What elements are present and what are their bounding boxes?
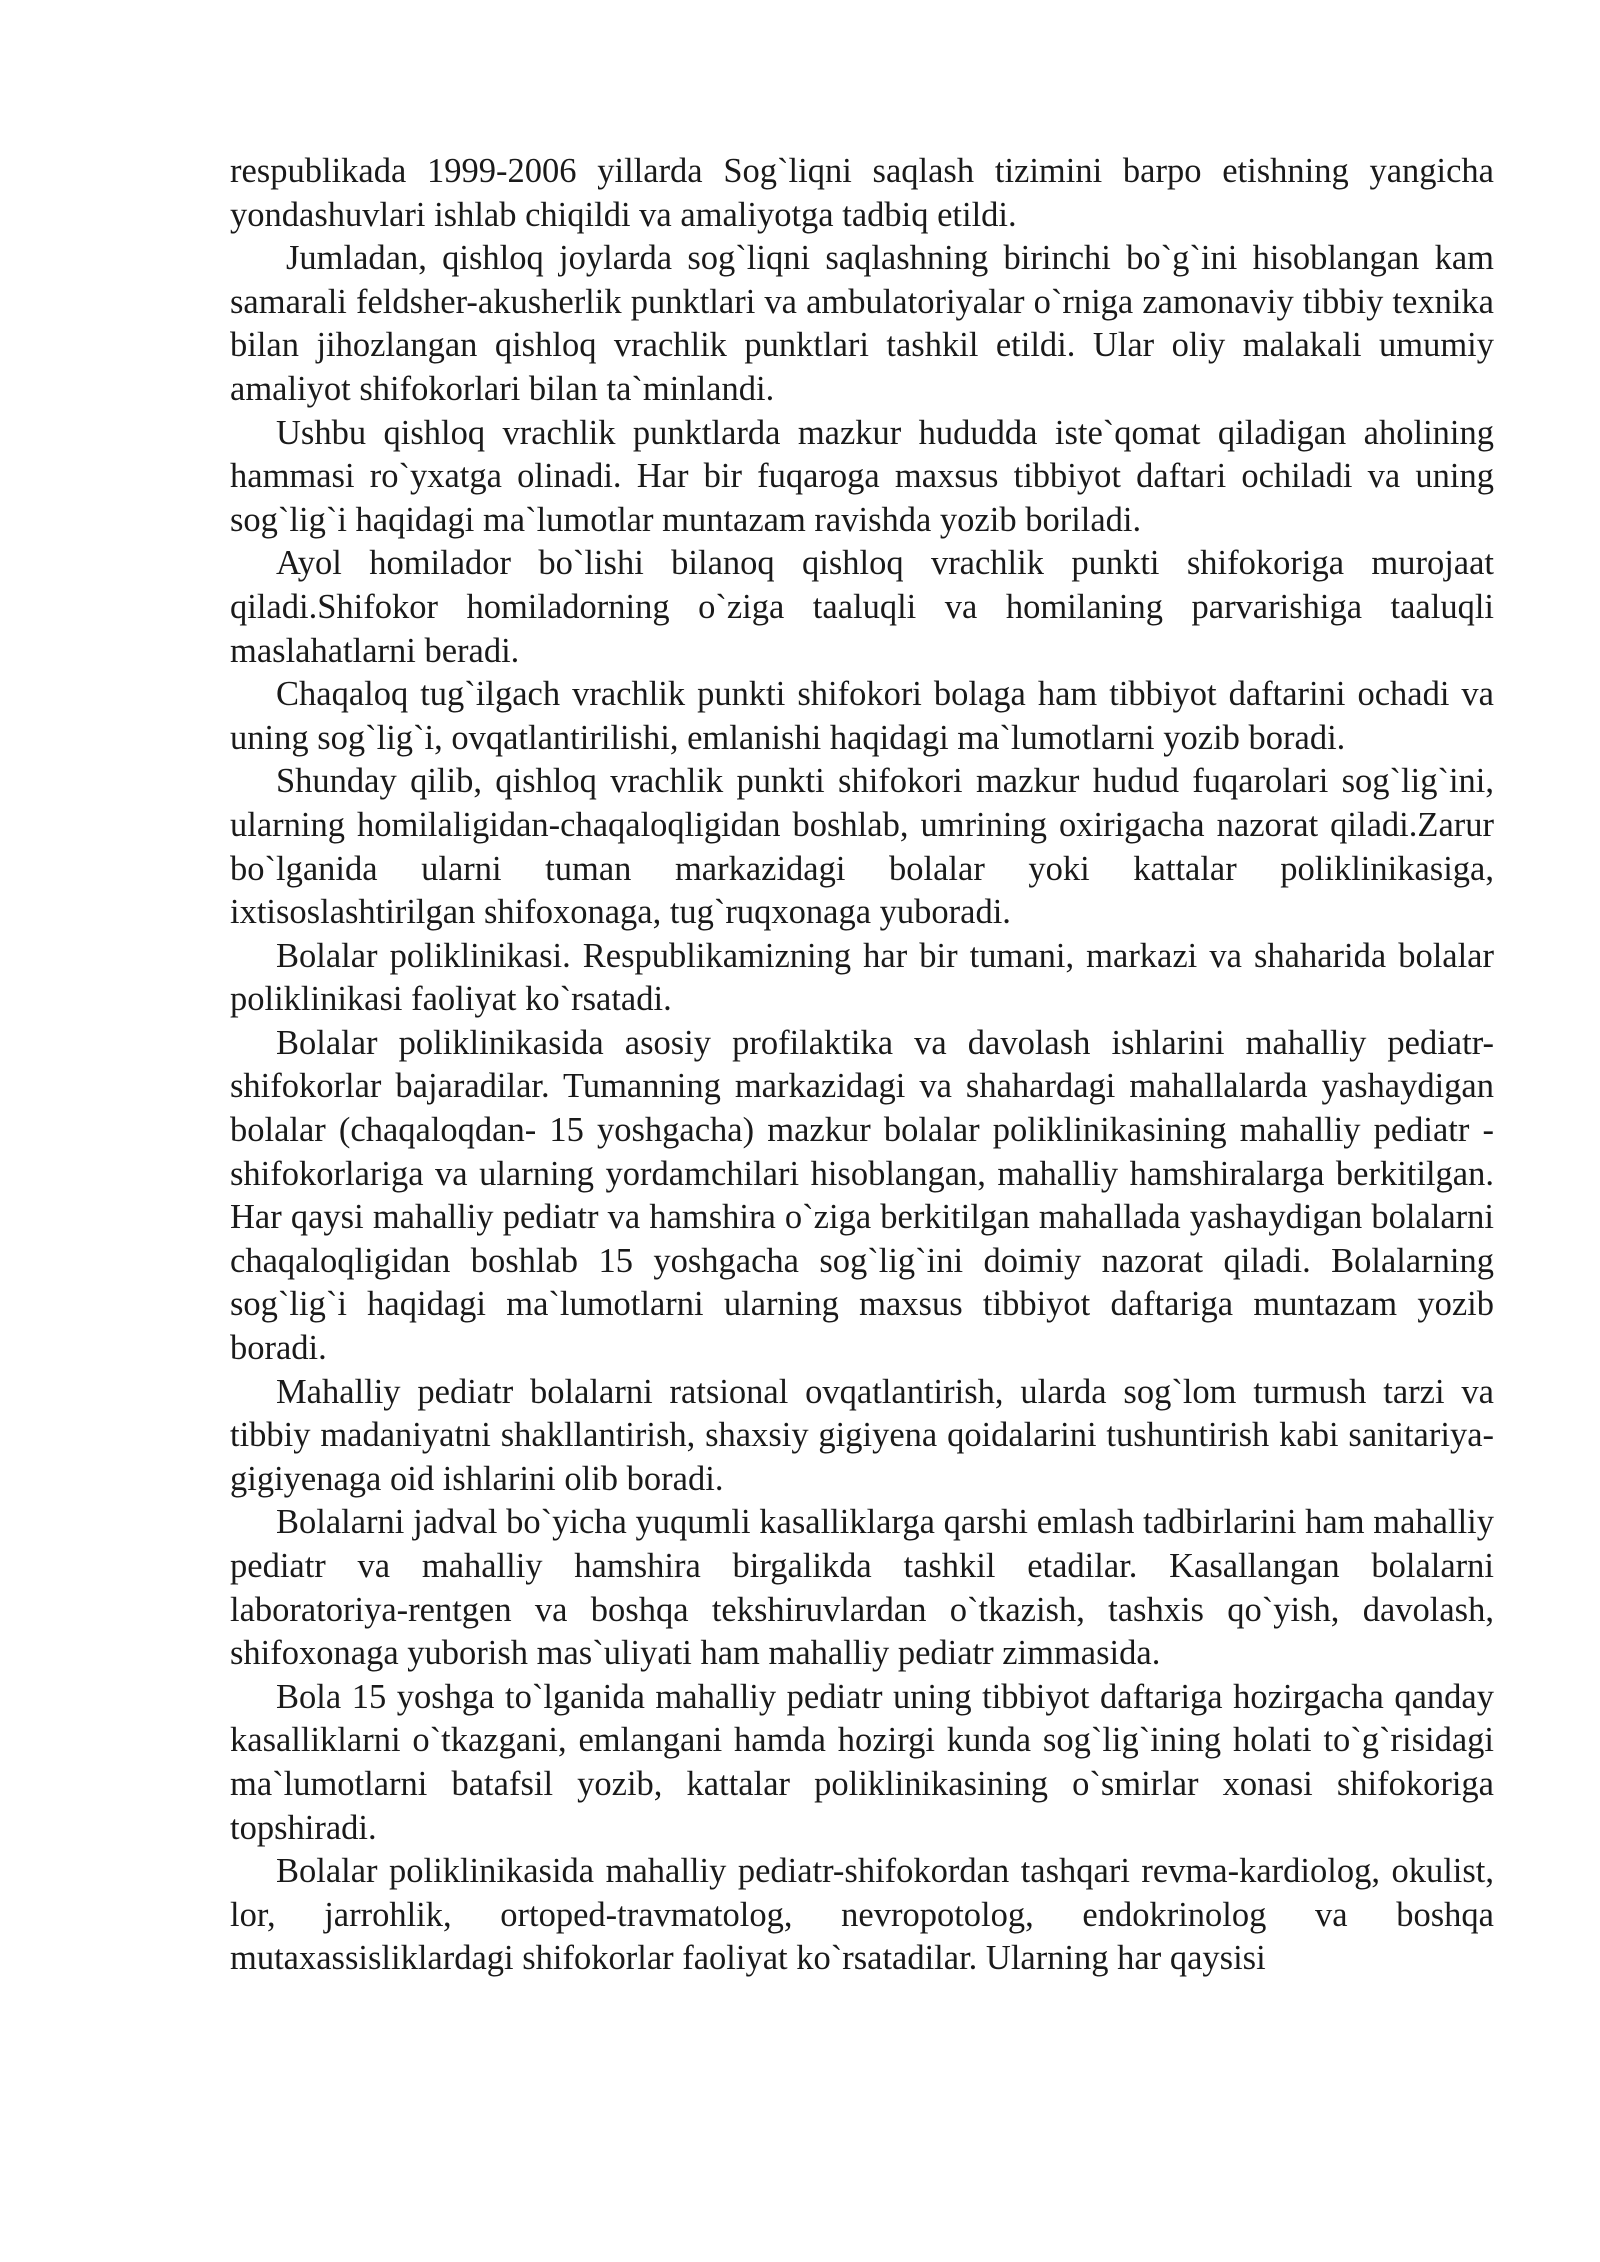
paragraph-9: Mahalliy pediatr bolalarni ratsional ovqatlantirish, ularda sog`lom turmush tarzi va tibbiy madaniyatni shakllantirish, shaxsiy gigiyena qoidalarini tushuntirish kabi sanitariya-gigiyenaga oid ishlarini olib boradi. <box>230 1372 1494 1498</box>
document-page <box>230 150 1494 1981</box>
paragraph-2: Jumladan, qishloq joylarda sog`liqni saqlashning birinchi bo`g`ini hisoblangan kam samarali feldsher-akusherlik punktlari va ambulatoriyalar o`rniga zamonaviy tibbiy texnika bilan jihozlangan qishloq vrachlik punktlari tashkil etildi. Ular oliy malakali umumiy amaliyot shifokorlari bilan ta`minlandi. <box>230 239 1494 408</box>
paragraph-1: respublikada 1999-2006 yillarda Sog`liqni saqlash tizimini barpo etishning yangicha yondashuvlari ishlab chiqildi va amaliyotga tadbiq etildi. <box>230 152 1494 234</box>
paragraph-7: Bolalar poliklinikasi. Respublikamizning har bir tumani, markazi va shaharida bolalar poliklinikasi faoliyat ko`rsatadi. <box>230 936 1494 1019</box>
paragraph-8: Bolalar poliklinikasida asosiy profilaktika va davolash ishlarini mahalliy pediatr-shifokorlar bajaradilar. Tumanning markazidagi va shahardagi mahallalarda yashaydigan bolalar (chaqaloqdan- 15 yoshgacha) mazkur bolalar poliklinikasining mahalliy pediatr - shifokorlariga va ularning yordamchilari hisoblangan, mahalliy hamshiralarga berkitilgan. Har qaysi mahalliy pediatr va hamshira o`ziga berkitilgan mahallada yashaydigan bolalarni chaqaloqligidan boshlab 15 yoshgacha sog`lig`ini doimiy nazorat qiladi. Bolalarning sog`lig`i haqidagi ma`lumotlarni ularning maxsus tibbiyot daftariga muntazam yozib boradi. <box>230 1023 1494 1368</box>
paragraph-11: Bola 15 yoshga to`lganida mahalliy pediatr uning tibbiyot daftariga hozirgacha qanday kasalliklarni o`tkazgani, emlangani hamda hozirgi kunda sog`lig`ining holati to`g`risidagi ma`lumotlarni batafsil yozib, kattalar poliklinikasining o`smirlar xonasi shifokoriga topshiradi. <box>230 1677 1494 1847</box>
paragraph-10: Bolalarni jadval bo`yicha yuqumli kasalliklarga qarshi emlash tadbirlarini ham mahalliy pediatr va mahalliy hamshira birgalikda tashkil etadilar. Kasallangan bolalarni laboratoriya-rentgen va boshqa tekshiruvlardan o`tkazish, tashxis qo`yish, davolash, shifoxonaga yuborish mas`uliyati ham mahalliy pediatr zimmasida. <box>230 1503 1494 1673</box>
paragraph-5: Chaqaloq tug`ilgach vrachlik punkti shifokori bolaga ham tibbiyot daftarini ochadi va uning sog`lig`i, ovqatlantirilishi, emlanishi haqidagi ma`lumotlarni yozib boradi. <box>230 675 1494 757</box>
paragraph-12: Bolalar poliklinikasida mahalliy pediatr-shifokordan tashqari revma-kardiolog, okulist, lor, jarrohlik, ortoped-travmatolog, nevropotolog, endokrinolog va boshqa mutaxassisliklardagi shifokorlar faoliyat ko`rsatadilar. Ularning har qaysisi <box>230 1852 1494 1978</box>
paragraph-3: Ushbu qishloq vrachlik punktlarda mazkur hududda iste`qomat qiladigan aholining hammasi ro`yxatga olinadi. Har bir fuqaroga maxsus tibbiyot daftari ochiladi va uning sog`lig`i haqidagi ma`lumotlar muntazam ravishda yozib boriladi. <box>230 413 1494 539</box>
paragraph-6: Shunday qilib, qishloq vrachlik punkti shifokori mazkur hudud fuqarolari sog`lig`ini, ularning homilaligidan-chaqaloqligidan boshlab, umrining oxirigacha nazorat qiladi.Zarur bo`lganida ularni tuman markazidagi bolalar yoki kattalar poliklinikasiga, ixtisoslashtirilgan shifoxonaga, tug`ruqxonaga yuboradi. <box>230 762 1494 932</box>
paragraph-4: Ayol homilador bo`lishi bilanoq qishloq vrachlik punkti shifokoriga murojaat qiladi.Shifokor homiladorning o`ziga taaluqli va homilaning parvarishiga taaluqli maslahatlarni beradi. <box>230 544 1494 670</box>
